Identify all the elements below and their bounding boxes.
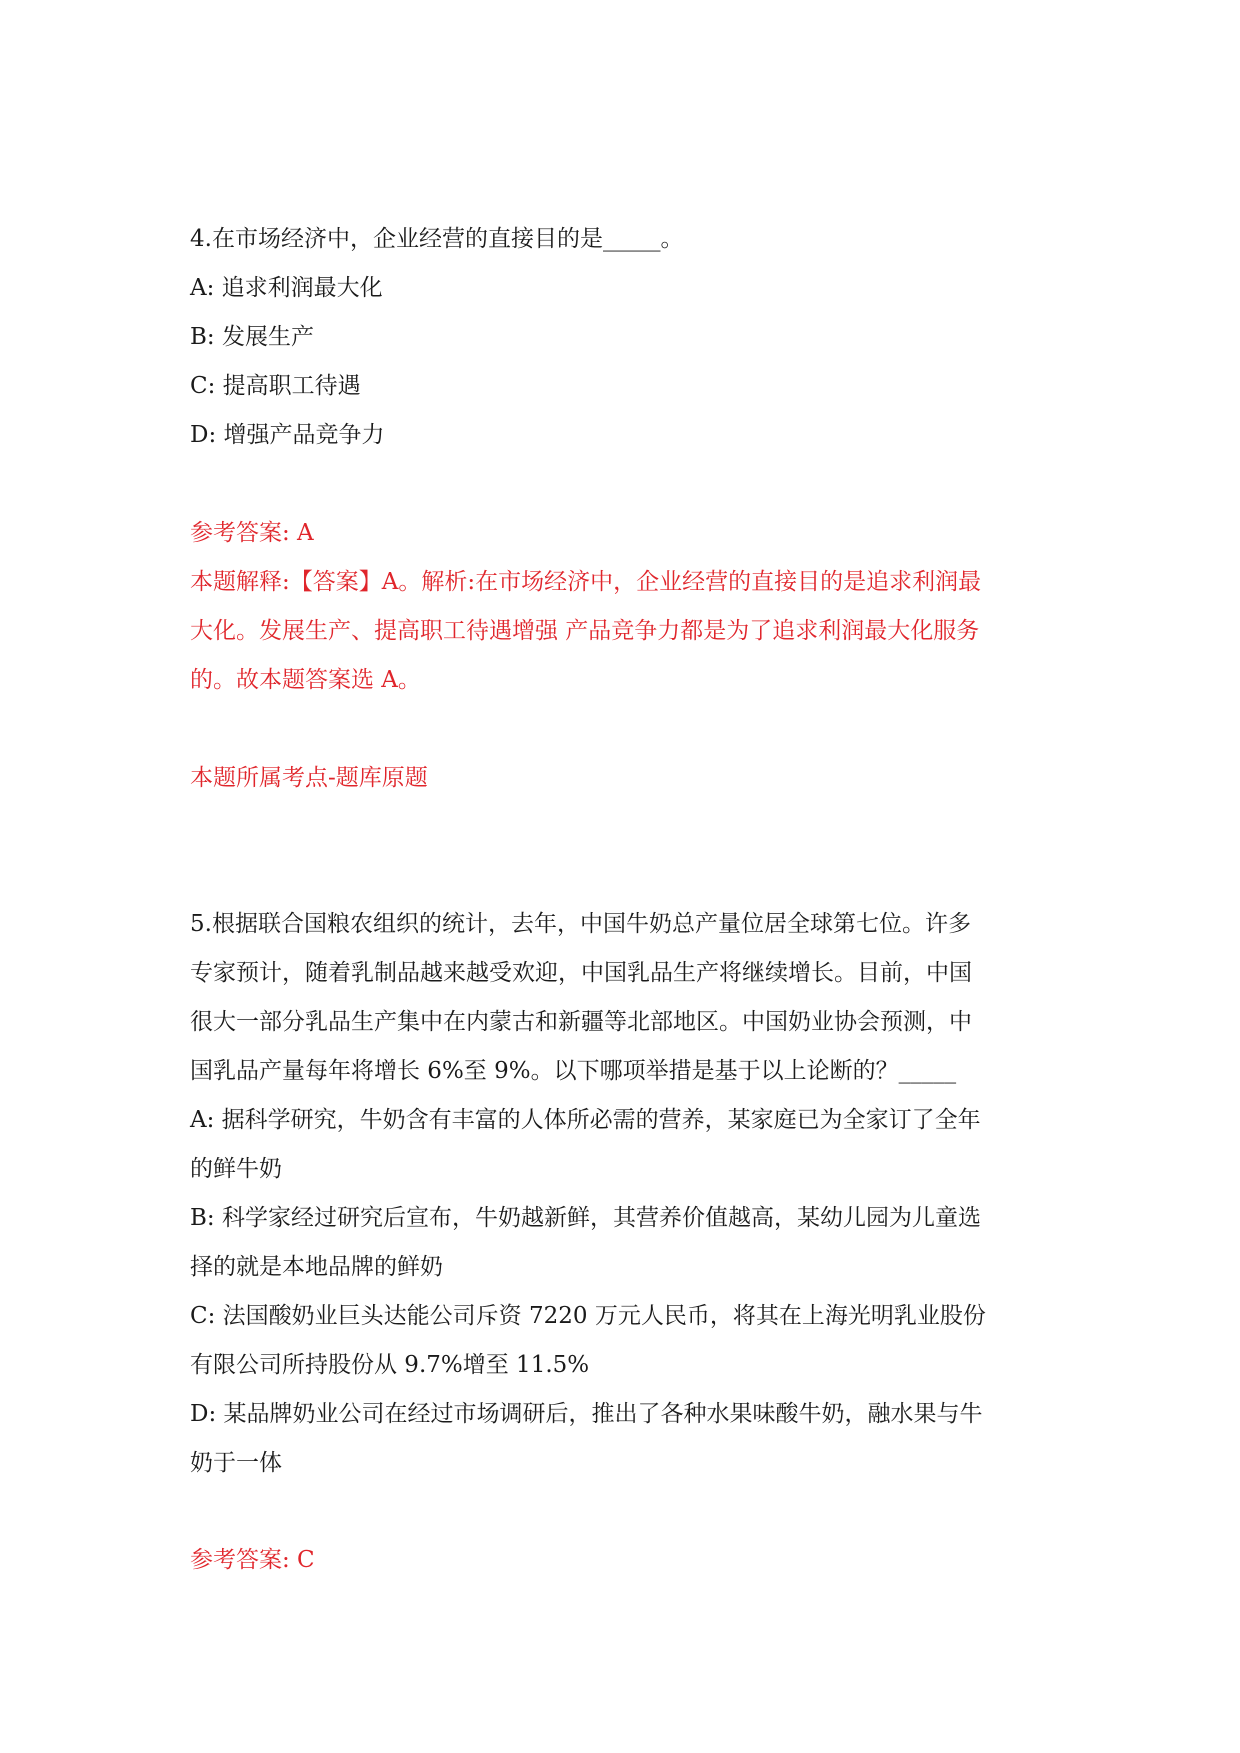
question-5-stem-line-3: 很大一部分乳品生产集中在内蒙古和新疆等北部地区。中国奶业协会预测，中: [190, 1009, 972, 1035]
question-5-option-c-line-2: 有限公司所持股份从 9.7%增至 11.5%: [190, 1352, 590, 1378]
question-5-option-d-line-1: D: 某品牌奶业公司在经过市场调研后，推出了各种水果味酸牛奶，融水果与牛: [190, 1401, 983, 1427]
question-4-stem: 4.在市场经济中，企业经营的直接目的是_____。: [190, 226, 684, 252]
question-5-option-b-line-2: 择的就是本地品牌的鲜奶: [190, 1254, 443, 1280]
question-4-answer-block: [190, 509, 1060, 705]
question-4: [190, 215, 1060, 460]
question-5-option-a-line-2: 的鲜牛奶: [190, 1156, 282, 1182]
question-5-option-b-line-1: B: 科学家经过研究后宣布，牛奶越新鲜，其营养价值越高，某幼儿园为儿童选: [190, 1205, 981, 1231]
question-4-explanation-line-1: 本题解释:【答案】A。解析:在市场经济中，企业经营的直接目的是追求利润最: [190, 569, 982, 595]
question-5-option-d-line-2: 奶于一体: [190, 1450, 282, 1476]
question-4-answer: 参考答案: A: [190, 520, 314, 546]
question-4-topic-block: [190, 754, 1060, 803]
question-5-stem-line-1: 5.根据联合国粮农组织的统计，去年，中国牛奶总产量位居全球第七位。许多: [190, 911, 971, 937]
question-4-option-c: C: 提高职工待遇: [190, 373, 361, 399]
question-5-option-c-line-1: C: 法国酸奶业巨头达能公司斥资 7220 万元人民币，将其在上海光明乳业股份: [190, 1303, 986, 1329]
question-5-answer-block: [190, 1536, 1060, 1585]
question-4-topic: 本题所属考点-题库原题: [190, 765, 428, 791]
question-5-answer: 参考答案: C: [190, 1547, 315, 1573]
question-5-stem-line-4: 国乳品产量每年将增长 6%至 9%。以下哪项举措是基于以上论断的？_____: [190, 1058, 957, 1084]
question-5: [190, 900, 1060, 1488]
question-4-option-b: B: 发展生产: [190, 324, 314, 350]
question-4-option-a: A: 追求利润最大化: [190, 275, 383, 301]
question-4-option-d: D: 增强产品竞争力: [190, 422, 385, 448]
question-5-stem-line-2: 专家预计，随着乳制品越来越受欢迎，中国乳品生产将继续增长。目前，中国: [190, 960, 972, 986]
question-5-option-a-line-1: A: 据科学研究，牛奶含有丰富的人体所必需的营养，某家庭已为全家订了全年: [190, 1107, 981, 1133]
question-4-explanation-line-2: 大化。发展生产、提高职工待遇增强 产品竞争力都是为了追求利润最大化服务: [190, 618, 980, 644]
question-4-explanation-line-3: 的。故本题答案选 A。: [190, 667, 421, 693]
